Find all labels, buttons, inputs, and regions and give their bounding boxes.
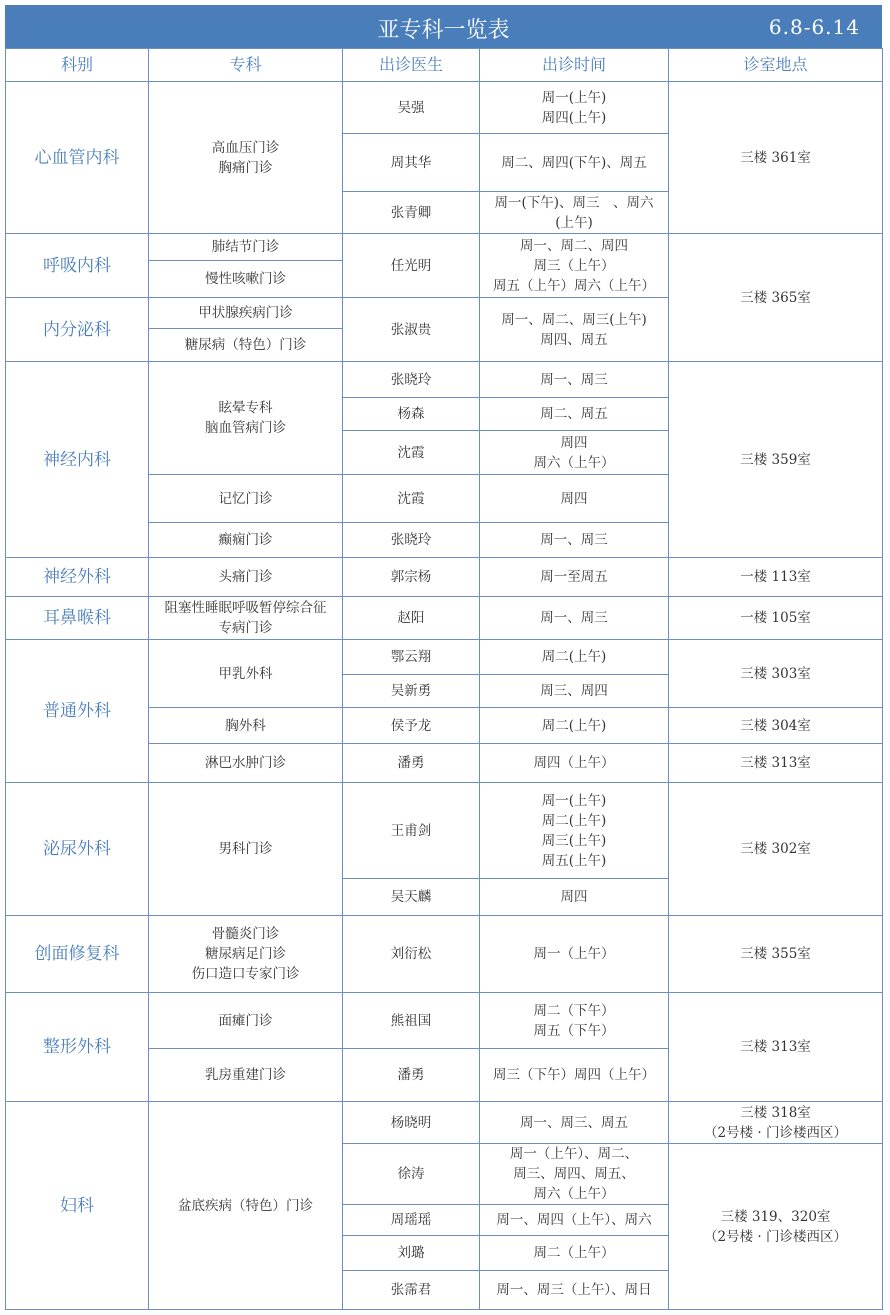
- time-cell: [480, 1144, 669, 1205]
- doctor-cell: 鄂云翔: [343, 640, 480, 675]
- cell-line: （2号楼 · 门诊楼西区）: [704, 1228, 847, 1245]
- time-cell: 周三、周四: [480, 675, 669, 708]
- cell-line: 糖尿病足门诊: [205, 946, 286, 962]
- doctor-cell: 张淑贵: [343, 298, 480, 362]
- time-cell: 周一、周三（上午）、周日: [480, 1271, 669, 1310]
- cell-line: 伤口造口专家门诊: [191, 966, 300, 982]
- cell-line: 周一、周二、周四: [520, 237, 628, 254]
- specialty-cell: 甲乳外科: [149, 640, 343, 708]
- cell-line: 周三(上午): [541, 832, 607, 849]
- doctor-cell: 张青卿: [343, 192, 480, 234]
- cell-line: 周一(下午)、周三 、周六: [494, 194, 654, 211]
- doctor-cell: 熊祖国: [343, 993, 480, 1049]
- specialty-cell: 肺结节门诊: [149, 234, 343, 261]
- specialty-cell: 乳房重建门诊: [149, 1049, 343, 1102]
- doctor-cell: 沈霞: [343, 431, 480, 475]
- doctor-cell: 王甫剑: [343, 783, 480, 879]
- doctor-cell: 赵阳: [343, 597, 480, 640]
- department-cell: 普通外科: [6, 640, 149, 783]
- doctor-cell: 吴新勇: [343, 675, 480, 708]
- column-header: 专科: [149, 49, 343, 82]
- doctor-cell: 任光明: [343, 234, 480, 298]
- time-cell: 周四（上午）: [480, 744, 669, 783]
- cell-line: 周五(上午): [541, 852, 607, 869]
- time-cell: [480, 234, 669, 298]
- room-cell: 三楼 355室: [669, 916, 883, 993]
- time-cell: 周一、周三: [480, 362, 669, 398]
- cell-line: 胸痛门诊: [218, 159, 273, 176]
- doctor-cell: 张晓玲: [343, 523, 480, 558]
- specialty-cell: [149, 362, 343, 475]
- specialty-cell: 记忆门诊: [149, 475, 343, 523]
- room-cell: 三楼 304室: [669, 708, 883, 744]
- department-cell: 心血管内科: [6, 82, 149, 234]
- time-cell: [480, 431, 669, 475]
- specialty-cell: 胸外科: [149, 708, 343, 744]
- specialty-cell: 盆底疾病（特色）门诊: [149, 1102, 343, 1310]
- doctor-cell: 张霈君: [343, 1271, 480, 1310]
- specialty-cell: [149, 916, 343, 993]
- doctor-cell: 潘勇: [343, 1049, 480, 1102]
- time-cell: 周一至周五: [480, 558, 669, 597]
- doctor-cell: 吴天麟: [343, 879, 480, 916]
- time-cell: [480, 993, 669, 1049]
- doctor-cell: 刘璐: [343, 1236, 480, 1271]
- specialty-cell: 男科门诊: [149, 783, 343, 916]
- time-cell: 周四: [480, 879, 669, 916]
- cell-line: 周四(上午): [541, 109, 607, 126]
- doctor-cell: 杨森: [343, 398, 480, 431]
- specialty-cell: 头痛门诊: [149, 558, 343, 597]
- table-row: [6, 597, 883, 640]
- time-cell: 周一、周三、周五: [480, 1102, 669, 1144]
- cell-line: 三楼 318室: [740, 1104, 811, 1121]
- cell-line: 阻塞性睡眠呼吸暂停综合征: [164, 600, 327, 616]
- doctor-cell: 刘衍松: [343, 916, 480, 993]
- room-cell: 一楼 113室: [669, 558, 883, 597]
- cell-line: 周五（上午）周六（上午）: [493, 277, 655, 294]
- time-cell: 周二、周五: [480, 398, 669, 431]
- column-header: 出诊时间: [480, 49, 669, 82]
- cell-line: （2号楼 · 门诊楼西区）: [704, 1124, 847, 1141]
- page-title: 亚专科一览表: [377, 18, 510, 43]
- room-cell: 三楼 361室: [669, 82, 883, 234]
- time-cell: [480, 783, 669, 879]
- cell-line: 周一、周二、周三(上午): [501, 311, 647, 328]
- cell-line: 周六（上午）: [533, 454, 615, 471]
- doctor-cell: 周其华: [343, 134, 480, 192]
- cell-line: 周三（上午）: [533, 257, 615, 274]
- room-cell: 一楼 105室: [669, 597, 883, 640]
- department-cell: 泌尿外科: [6, 783, 149, 916]
- department-cell: 耳鼻喉科: [6, 597, 149, 640]
- time-cell: [480, 298, 669, 362]
- time-cell: 周四: [480, 475, 669, 523]
- specialty-cell: 面瘫门诊: [149, 993, 343, 1049]
- schedule-frame: [5, 5, 882, 1308]
- cell-line: 周三、周四、周五、: [513, 1166, 635, 1182]
- table-row: [6, 362, 883, 398]
- cell-line: 周六（上午）: [533, 1186, 615, 1202]
- cell-line: 脑血管病门诊: [205, 420, 286, 436]
- specialty-cell: 甲状腺疾病门诊: [149, 298, 343, 329]
- cell-line: 三楼 319、320室: [720, 1208, 831, 1225]
- room-cell: 三楼 365室: [669, 234, 883, 362]
- time-cell: 周二(上午): [480, 708, 669, 744]
- table-row: [6, 916, 883, 993]
- cell-line: 周二(上午): [541, 812, 607, 829]
- time-cell: 周一、周三: [480, 597, 669, 640]
- doctor-cell: 侯予龙: [343, 708, 480, 744]
- cell-line: (上午): [555, 214, 593, 231]
- time-cell: 周一、周四（上午）、周六: [480, 1205, 669, 1236]
- time-cell: [480, 192, 669, 234]
- department-cell: 内分泌科: [6, 298, 149, 362]
- room-cell: 三楼 313室: [669, 993, 883, 1102]
- time-cell: [480, 82, 669, 134]
- cell-line: 周一（上午）、周二、: [509, 1146, 639, 1162]
- time-cell: 周一（上午）: [480, 916, 669, 993]
- time-cell: 周一、周三: [480, 523, 669, 558]
- schedule-table: [5, 48, 883, 1310]
- doctor-cell: 周瑶瑶: [343, 1205, 480, 1236]
- room-cell: 三楼 313室: [669, 744, 883, 783]
- specialty-cell: [149, 82, 343, 234]
- table-row: [6, 783, 883, 879]
- table-row: [6, 558, 883, 597]
- cell-line: 周二（下午）: [533, 1002, 615, 1019]
- specialty-cell: 糖尿病（特色）门诊: [149, 329, 343, 362]
- doctor-cell: 张晓玲: [343, 362, 480, 398]
- doctor-cell: 郭宗杨: [343, 558, 480, 597]
- table-row: [6, 82, 883, 134]
- department-cell: 创面修复科: [6, 916, 149, 993]
- department-cell: 呼吸内科: [6, 234, 149, 298]
- cell-line: 周一(上午): [541, 89, 607, 106]
- cell-line: 周四、周五: [540, 331, 608, 348]
- department-cell: 神经外科: [6, 558, 149, 597]
- specialty-cell: [149, 597, 343, 640]
- time-cell: 周二（上午）: [480, 1236, 669, 1271]
- column-header: 科别: [6, 49, 149, 82]
- cell-line: 骨髓炎门诊: [211, 926, 280, 942]
- doctor-cell: 吴强: [343, 82, 480, 134]
- room-cell: [669, 1102, 883, 1144]
- table-row: [6, 234, 883, 261]
- room-cell: 三楼 359室: [669, 362, 883, 558]
- room-cell: 三楼 303室: [669, 640, 883, 708]
- table-row: [6, 1102, 883, 1144]
- room-cell: [669, 1144, 883, 1310]
- cell-line: 眩晕专科: [218, 400, 273, 416]
- table-row: [6, 640, 883, 675]
- cell-line: 周一(上午): [541, 792, 607, 809]
- cell-line: 周二、周四(下午)、周五: [501, 154, 647, 171]
- title-banner: [5, 5, 882, 48]
- time-cell: 周二(上午): [480, 640, 669, 675]
- table-row: [6, 993, 883, 1049]
- column-header: 出诊医生: [343, 49, 480, 82]
- time-cell: [480, 134, 669, 192]
- column-header: 诊室地点: [669, 49, 883, 82]
- specialty-cell: 慢性咳嗽门诊: [149, 261, 343, 298]
- specialty-cell: 淋巴水肿门诊: [149, 744, 343, 783]
- doctor-cell: 杨晓明: [343, 1102, 480, 1144]
- department-cell: 整形外科: [6, 993, 149, 1102]
- room-cell: 三楼 302室: [669, 783, 883, 916]
- doctor-cell: 沈霞: [343, 475, 480, 523]
- department-cell: 神经内科: [6, 362, 149, 558]
- header-row: [6, 49, 883, 82]
- department-cell: 妇科: [6, 1102, 149, 1310]
- date-range: 6.8-6.14: [768, 15, 860, 39]
- doctor-cell: 徐涛: [343, 1144, 480, 1205]
- time-cell: 周三（下午）周四（上午）: [480, 1049, 669, 1102]
- doctor-cell: 潘勇: [343, 744, 480, 783]
- cell-line: 周五（下午）: [533, 1022, 615, 1039]
- cell-line: 专病门诊: [218, 620, 273, 636]
- cell-line: 高血压门诊: [211, 139, 280, 156]
- specialty-cell: 癫痫门诊: [149, 523, 343, 558]
- cell-line: 周四: [560, 434, 588, 451]
